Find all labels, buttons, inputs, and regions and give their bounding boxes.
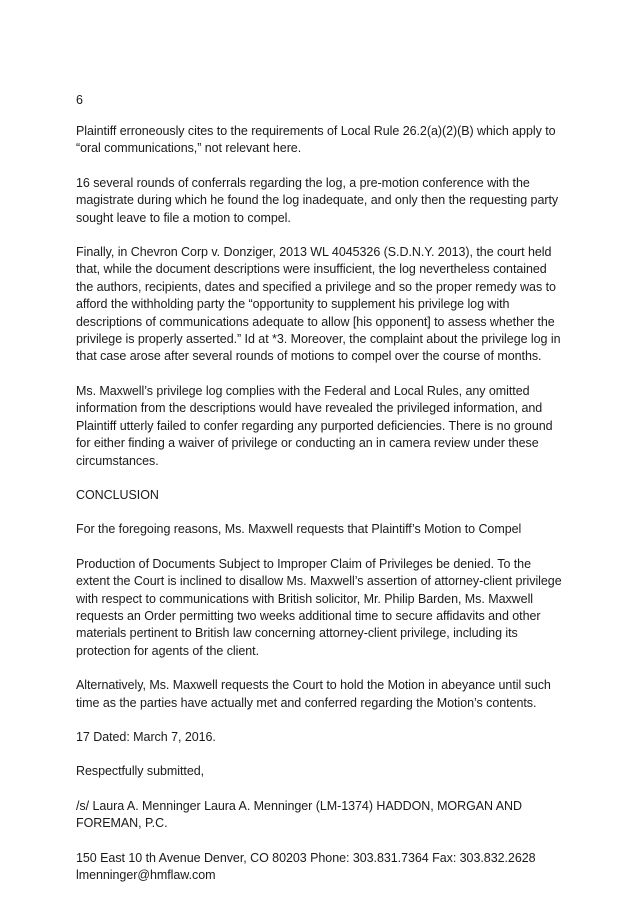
paragraph-dated: 17 Dated: March 7, 2016.	[76, 729, 216, 744]
paragraph-address: 150 East 10 th Avenue Denver, CO 80203 Phone: 303.831.7364 Fax: 303.832.2628 lmenninger@hmflaw.com	[76, 850, 536, 882]
paragraph-local-rule: Plaintiff erroneously cites to the requirements of Local Rule 26.2(a)(2)(B) which apply to “oral communications,” not relevant here.	[76, 124, 556, 156]
paragraph-respectfully: Respectfully submitted,	[76, 764, 205, 779]
paragraph-alternatively: Alternatively, Ms. Maxwell requests the Court to hold the Motion in abeyance until such time as the parties have actually met and conferred regarding the Motion’s contents.	[76, 678, 551, 710]
paragraph-foregoing: For the foregoing reasons, Ms. Maxwell requests that Plaintiff’s Motion to Compel	[76, 522, 522, 537]
paragraph-chevron: Finally, in Chevron Corp v. Donziger, 2013 WL 4045326 (S.D.N.Y. 2013), the court held that, while the document descriptions were insufficient, the log nevertheless contained the authors, recipients, dates and specified a privilege and so the proper remedy was to afford the withholding party the “opportunity to supplement his privilege log with descriptions of communications adequate to allow [his opponent] to assess whether the privilege is properly asserted.” Id at *3. Moreover, the complaint about the privilege log in that case arose after several rounds of motions to compel over the course of months.	[76, 245, 561, 364]
paragraph-conferrals: 16 several rounds of conferrals regarding the log, a pre-motion conference with the magistrate during which he found the log inadequate, and only then the requesting party sought leave to file a motion to compel.	[76, 175, 559, 225]
document-body	[76, 123, 566, 901]
paragraph-signature: /s/ Laura A. Menninger Laura A. Menninger (LM-1374) HADDON, MORGAN AND FOREMAN, P.C.	[76, 798, 522, 831]
page-number: 6	[76, 93, 83, 107]
paragraph-privilege-log: Ms. Maxwell’s privilege log complies with the Federal and Local Rules, any omitted information from the descriptions would have revealed the privileged information, and Plaintiff utterly failed to confer regarding any purported deficiencies. There is no ground for either finding a waiver of privilege or conducting an in camera review under these circumstances.	[76, 383, 553, 468]
heading-conclusion: CONCLUSION	[76, 487, 159, 502]
paragraph-production: Production of Documents Subject to Improper Claim of Privileges be denied. To the extent the Court is inclined to disallow Ms. Maxwell’s assertion of attorney-client privilege with respect to communications with British solicitor, Mr. Philip Barden, Ms. Maxwell requests an Order permitting two weeks additional time to secure affidavits and other materials pertinent to British law concerning attorney-client privilege, including its protection for agents of the client.	[76, 556, 562, 658]
